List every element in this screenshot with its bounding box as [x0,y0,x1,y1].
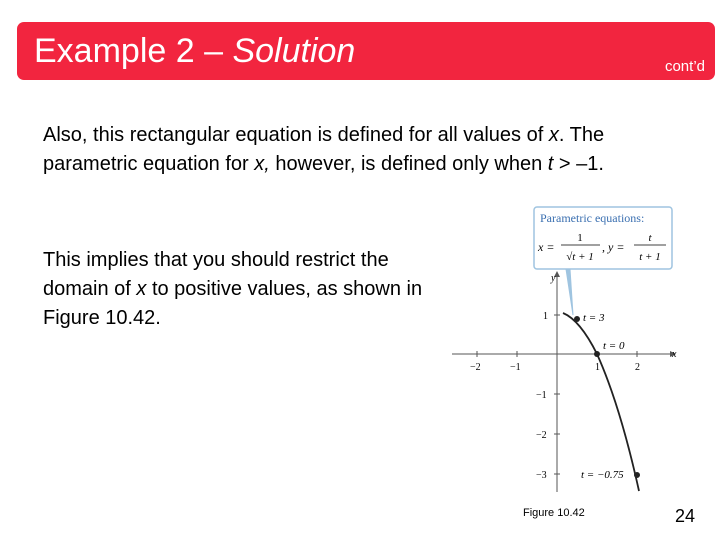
x-axis-label: x [672,349,677,360]
title-main: Example 2 – [34,32,223,70]
title-italic: Solution [232,32,356,70]
p2-text-c: to positive values, as shown in Figure 10.42. [43,278,423,329]
y-tick-label: −1 [536,390,547,401]
point-t-0 [594,351,600,357]
p1-text-g: > –1. [553,153,604,175]
point-label-t0: t = 0 [603,340,625,352]
paragraph-2 [43,246,423,333]
parametric-curve [563,313,639,491]
point-t-3 [574,316,580,322]
page-number: 24 [675,506,696,526]
eq-x-num: 1 [577,232,583,244]
x-tick-label: −1 [510,362,521,373]
equation-box-title: Parametric equations: [540,211,645,225]
p1-var-x2: x, [254,153,270,175]
point-label-t-neg: t = −0.75 [581,469,624,481]
p1-text-c: . The parametric equation for [43,124,605,175]
eq-y-num: t [648,232,652,244]
point-label-t3: t = 3 [583,312,605,324]
equation-pointer [566,269,573,315]
p1-var-x: x [548,124,559,146]
p1-text-a: Also, this rectangular equation is defined for all values of [43,124,549,146]
p1-var-t: t [547,153,554,175]
title-bar [17,22,715,80]
eq-y-den: t + 1 [639,251,661,263]
x-tick-label: 1 [595,362,600,373]
eq-y-lhs: , y = [602,240,625,254]
x-tick-label: −2 [470,362,481,373]
p1-text-e: however, is defined only when [269,153,548,175]
figure-caption: Figure 10.42 [523,507,585,519]
eq-x-lhs: x = [538,240,555,254]
paragraph-1 [43,121,703,179]
p2-text-a: This implies that you should restrict the domain of [43,249,389,300]
slide-title [34,31,355,71]
y-axis-label: y [551,273,556,284]
y-tick-label: −3 [536,470,547,481]
x-tick-label: 2 [635,362,640,373]
p2-var-x: x [136,278,147,300]
eq-x-den: √t + 1 [566,251,594,263]
y-tick-label: −2 [536,430,547,441]
cont-label: cont’d [664,58,705,75]
parametric-graph-figure [440,205,710,495]
point-t-neg-0-75 [634,472,640,478]
y-tick-label: 1 [543,311,548,322]
